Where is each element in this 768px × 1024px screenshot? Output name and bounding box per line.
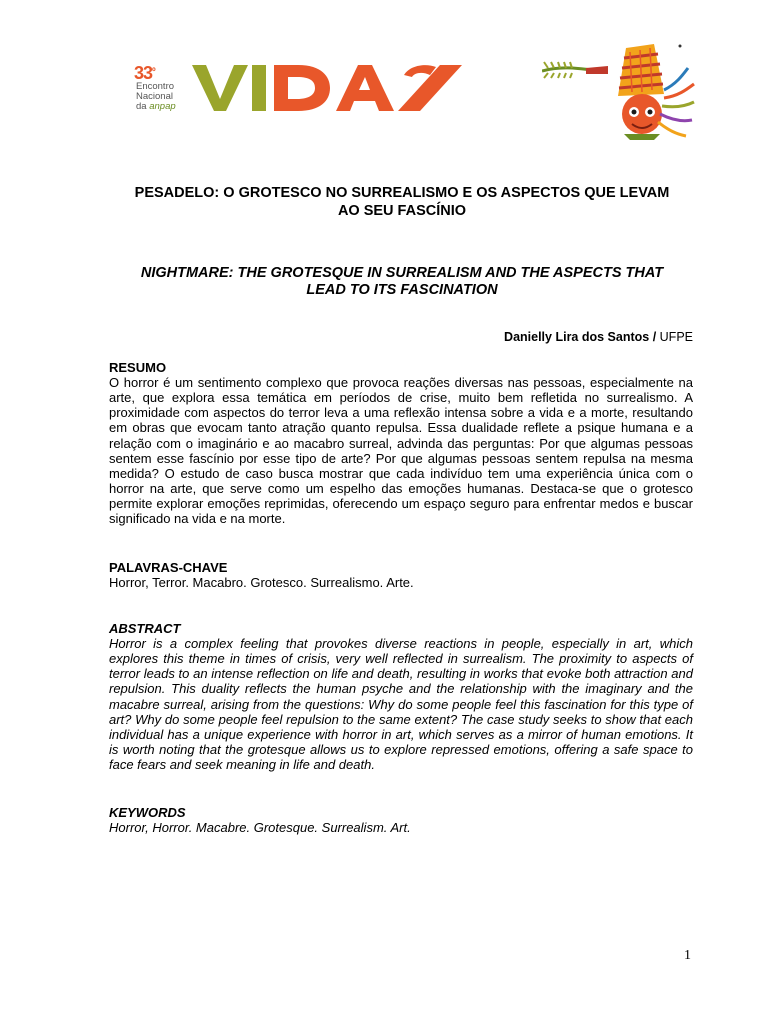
palavras-chave-text: Horror, Terror. Macabro. Grotesco. Surrealismo. Arte.: [109, 575, 414, 590]
resumo-section: [109, 360, 693, 527]
vidas-logotype: [190, 61, 470, 115]
event-line-3: [136, 102, 176, 112]
event-name: [136, 82, 176, 112]
title-english: NIGHTMARE: THE GROTESQUE IN SURREALISM AND THE ASPECTS THAT LEAD TO ITS FASCINATION: [140, 265, 664, 298]
author-affiliation: UFPE: [659, 330, 693, 344]
author-line: [504, 330, 693, 345]
edition-number: [134, 64, 155, 82]
author-name: Danielly Lira dos Santos: [504, 330, 650, 344]
folk-figure-illustration: [542, 44, 698, 140]
palavras-chave-section: [109, 560, 693, 590]
resumo-text: O horror é um sentimento complexo que provoca reações diversas nas pessoas, especialmente na arte, que explora essa temática em períodos de crise, muito bem refletida no surrealismo. A proximidade com aspectos do terror leva a uma reflexão intensa sobre a vida e a morte, resultando em obras que evocam tanto atração quanto repulsa. Essa dualidade reflete a psique humana e a relação com o imaginário e ao macabro surreal, advinda das perguntas: Por que algumas pessoas sentem esse fascínio por esse tipo de arte? Por que algumas pessoas sentem repulsa na mesma medida? O estudo de caso busca mostrar que cada indivíduo tem uma experiência única com o horror na arte, que serve como um espelho das emoções humanas. Destaca-se que o grotesco permite explorar emoções reprimidas, oferecendo um espaço seguro para enfrentar medos e buscar significado na vida e na morte.: [109, 375, 693, 527]
palavras-chave-heading: PALAVRAS-CHAVE: [109, 560, 228, 575]
org-name: anpap: [149, 101, 176, 112]
abstract-section: [109, 621, 693, 772]
resumo-heading: RESUMO: [109, 360, 167, 375]
edition-value: 33: [134, 63, 153, 83]
keywords-text: Horror, Horror. Macabre. Grotesque. Surrealism. Art.: [109, 820, 411, 835]
event-logo: [132, 64, 472, 120]
edition-suffix: º: [152, 67, 155, 78]
event-line-3-text: da: [136, 101, 150, 112]
author-separator: /: [649, 330, 660, 344]
keywords-heading: KEYWORDS: [109, 805, 186, 820]
event-line-2: Nacional: [136, 91, 173, 102]
page-number: 1: [684, 948, 691, 963]
title-portuguese: PESADELO: O GROTESCO NO SURREALISMO E OS ASPECTOS QUE LEVAM AO SEU FASCÍNIO: [134, 185, 670, 219]
event-line-1: Encontro: [136, 81, 175, 92]
keywords-section: [109, 805, 693, 835]
abstract-text: Horror is a complex feeling that provokes diverse reactions in people, especially in art, which explores this theme in times of crisis, very well reflected in surrealism. The proximity to aspects of terror leads to an intense reflection on life and death, resulting in works that evoke both attraction and repulsion. This duality reflects the human psyche and the relationship with the imaginary and the macabre surreal, arising from the questions: Why do some people feel this fascination for this type of art? Why do some people feel repulsion to the same extent? The case study seeks to show that each individual has a unique experience with horror in art, which serves as a mirror of human emotions. It is worth noting that the grotesque allows us to explore repressed emotions, offering a safe space to face fears and seek meaning in life and death.: [109, 636, 693, 773]
abstract-heading: ABSTRACT: [109, 621, 181, 636]
